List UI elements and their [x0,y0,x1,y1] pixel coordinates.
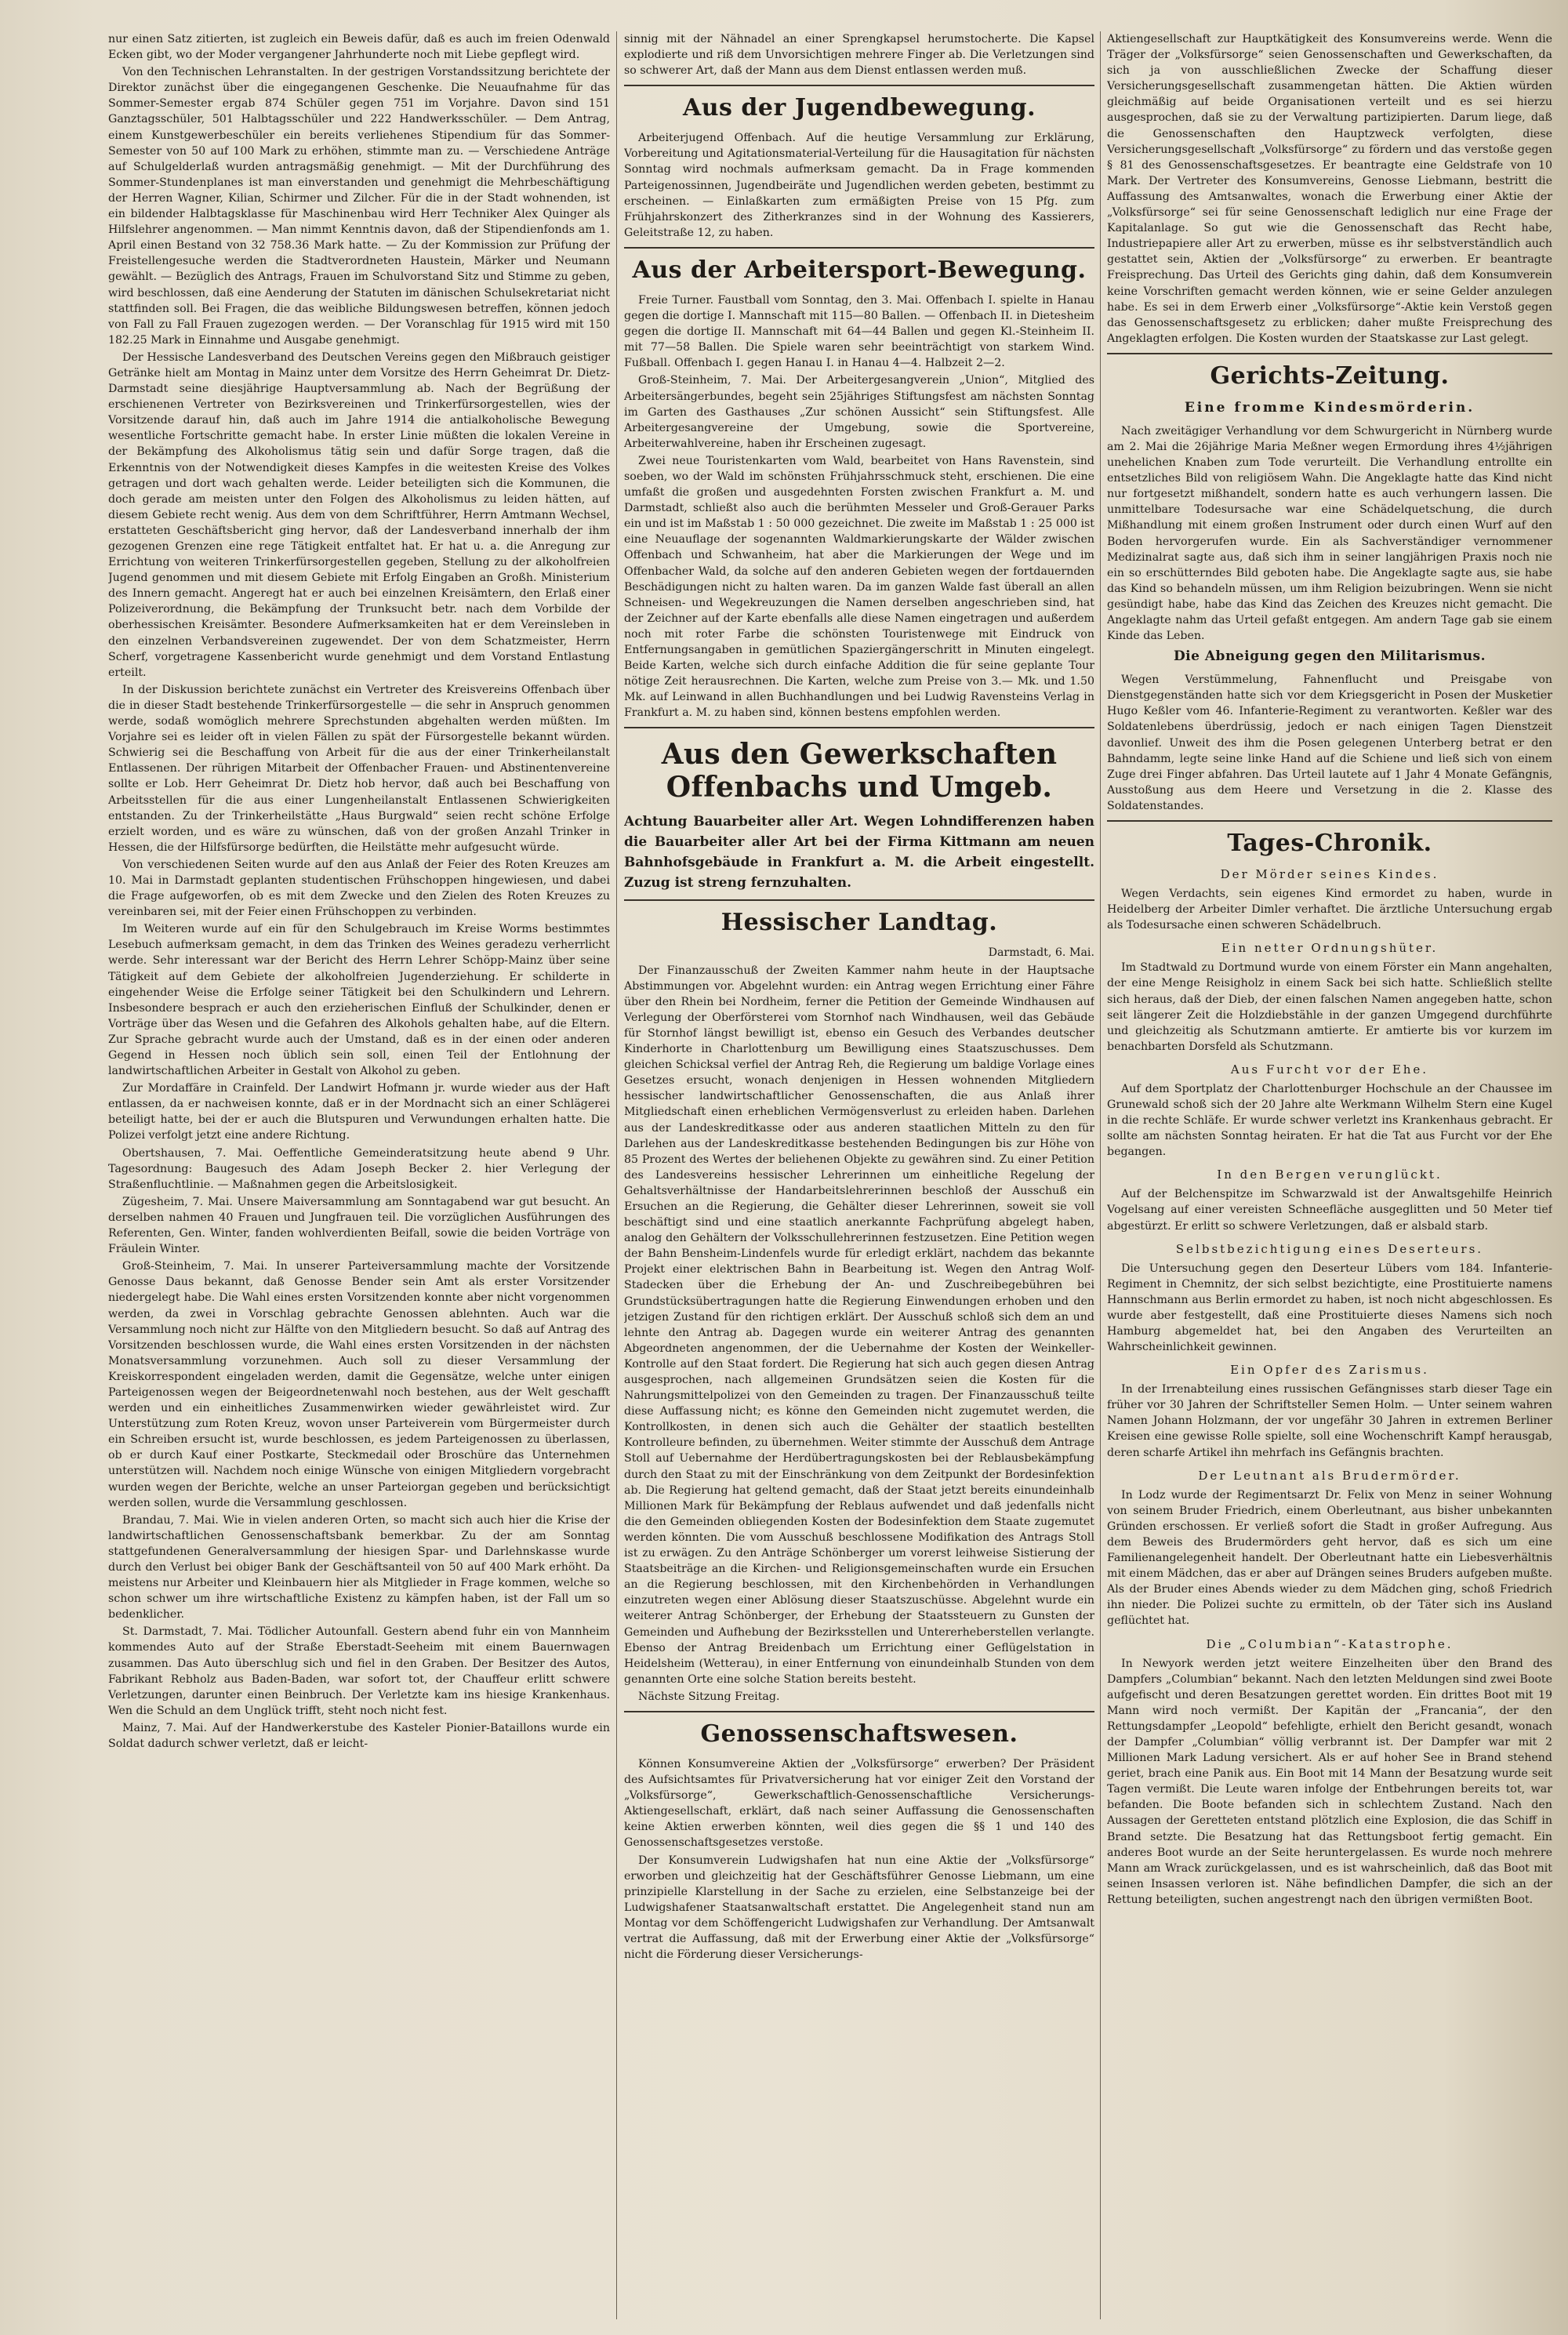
paragraph: Groß-Steinheim, 7. Mai. In unserer Parteiversammlung machte der Vorsitzende Genosse Daus bekannt, daß Genosse Bender sein Amt als erster Vorsitzender niedergelegt habe. Die Wahl eines ersten Vorsitzenden konnte aber nicht vorgenommen werden, da zwei in Vorschlag gebrachte Genossen ablehnten. Auch war die Versammlung noch nicht zur Hälfte von den Mitgliedern besucht. So daß auf Antrag des Vorsitzenden beschlossen wurde, die Wahl eines ersten Vorsitzenden in der nächsten Monatsversammlung vorzunehmen. Auch soll zu dieser Versammlung der Kreiskorrespondent eingeladen werden, damit die Gegensätze, welche unter einigen Parteigenossen wegen der Beigeordnetenwahl noch bestehen, aus der Welt geschafft werden und ein einheitliches Zusammenwirken wieder gewährleistet wird. Zur Unterstützung zum Roten Kreuz, wovon unser Parteiverein vom Bürgermeister durch ein Schreiben ersucht ist, wurde beschlossen, es jedem Parteigenossen zu überlassen, ob er durch Kauf einer Postkarte, Steckmedail oder Broschüre das Unternehmen unterstützen will. Nachdem noch einige Wünsche von einigen Mitgliedern vorgebracht wurden wegen der Berichte, welche an unser Parteiorgan gegeben und berücksichtigt werden sollen, wurde die Versammlung geschlossen. [108,1260,610,1509]
paragraph: Arbeiterjugend Offenbach. Auf die heutige Versammlung zur Erklärung, Vorbereitung und Agitationsmaterial-Verteilung für die Hausagitation für nächsten Sonntag wird nochmals aufmerksam gemacht. Da in Frage kommenden Parteigenossinnen, Jugendbeiräte und Jugendlichen werden gebeten, bestimmt zu erscheinen. — Einlaßkarten zum ermäßigten Preise von 15 Pfg. zum Frühjahrskonzert des Zitherkranzes sind in der Wohnung des Kassierers, Geleitstraße 12, zu haben. [624,132,1094,239]
paragraph: In der Diskussion berichtete zunächst ein Vertreter des Kreisvereins Offenbach über die in dieser Stadt bestehende Trinkerfürsorgestelle — die sehr in Anspruch genommen werde, sodaß womöglich mehrere Sprechstunden abgehalten werden müßten. Im Vorjahre sei es leider oft in vielen Fällen zu spät der Fürsorgestelle bekannt würden. Schwierig sei die Beschaffung von Arbeit für die aus der einer Trinkerheilanstalt Entlassenen. Der rührigen Mitarbeit der Offenbacher Frauen- und Abstinentenvereine sollte er Lob. Herr Geheimrat Dr. Dietz hob hervor, daß auch bei Beschaffung von Arbeitsstellen für die aus einer Lungenheilanstalt Entlassenen Schwierigkeiten entstanden. Zu der Trinkerheilstätte „Haus Burgwald“ seien recht schöne Erfolge erzielt worden, und es wäre zu wünschen, daß von der großen Anzahl Trinker in Hessen, die der Hilfsfürsorge bedürften, die Heilstätte mehr aufgesucht würde. [108,683,610,854]
paragraph: nur einen Satz zitierten, ist zugleich ein Beweis dafür, daß es auch im freien Odenwald Ecken gibt, wo der Moder vergangener Jahrhunderte noch mit Liebe gepflegt wird. [108,33,610,62]
section-rule [624,727,1094,728]
paragraph: Mainz, 7. Mai. Auf der Handwerkerstube des Kasteler Pionier-Bataillons wurde ein Soldat dadurch schwer verletzt, daß er leicht- [108,1721,610,1751]
section-heading-sport: Aus der Arbeitersport-Bewegung. [632,256,1087,284]
paragraph: In der Irrenabteilung eines russischen Gefängnisses starb dieser Tage ein früher vor 30 Jahren der Schriftsteller Semen Holm. — Unter seinem wahren Namen Johann Holzmann, der vor ungefähr 30 Jahren in extremen Berliner Kreisen eine gewisse Rolle spielte, soll eine Wochenschrift Kampf herausgab, deren scharfe Artikel ihn mehrfach ins Gefängnis brachten. [1107,1383,1552,1459]
paragraph: Nach zweitägiger Verhandlung vor dem Schwurgericht in Nürnberg wurde am 2. Mai die 26jährige Maria Meßner wegen Ermordung ihres 4½jährigen unehelichen Knaben zum Tode verurteilt. Die Verhandlung entrollte ein entsetzliches Bild von religiösem Wahn. Die Angeklagte hatte das Kind nicht nur fortgesetzt mißhandelt, sondern hatte es auch verhungern lassen. Die unmittelbare Todesursache war eine Schädelquetschung, die durch Mißhandlung mit einem großen Instrument oder durch einen Wurf auf den Boden hervorgerufen wurde. Ein als Sachverständiger vernommener Medizinalrat sagte aus, daß sich ihm in seiner langjährigen Praxis noch nie ein so erschütterndes Bild geboten habe. Die Angeklagte sagte aus, sie habe das Kind so behandeln müssen, um ihm Religion beizubringen. Wenn sie nicht gesündigt habe, habe das Kind das Zeichen des Kreuzes nicht gemacht. Die Angeklagte nahm das Urteil gefaßt entgegen. Am andern Tage gab sie einem Kinde das Leben. [1107,424,1552,643]
dateline: Darmstadt, 6. Mai. [988,946,1094,960]
paragraph: Von den Technischen Lehranstalten. In der gestrigen Vorstandssitzung berichtete der Direktor zunächst über die eingegangenen Geschenke. Die Neuaufnahme für das Sommer-Semester ergab 874 Schüler gegen 751 im Vorjahre. Davon sind 151 Ganztagsschüler, 501 Halbtagsschüler und 222 Handwerksschüler. — Dem Antrag, einem Kunstgewerbeschüler ein bereits verliehenes Stipendium für das Sommer-Semester von 50 auf 100 Mark zu erhöhen, stimmte man zu. — Verschiedene Anträge auf Schulgelderlaß wurden antragsmäßig genehmigt. — Mit der Durchführung des Sommer-Stundenplanes ist man einverstanden und genehmigt die Mehrbeschäftigung der Herren Wagner, Kilian, Schirmer und Zilcher. Für die in der Stadt wohnenden, ist ein bildender Halbtagsklasse für Maschinenbau wird Herr Techniker Alex Quinger als Hilfslehrer angenommen. — Man nimmt Kenntnis davon, daß der Stipendienfonds am 1. April einen Bestand von 32 758.36 Mark hatte. — Zu der Kommission zur Prüfung der Freistellengesuche werden die Stadtverordneten Haustein, Märker und Neumann gewählt. — Bezüglich des Antrags, Frauen im Schulvorstand Sitz und Stimme zu geben, wird beschlossen, daß eine Aenderung der Statuten im dänischen Schulsekretariat nicht stattfinden soll. Bei Fragen, die das weibliche Bildungswesen betreffen, können jedoch von Fall zu Fall Frauen zugezogen werden. — Der Voranschlag für 1915 wird mit 150 182.25 Mark in Einnahme und Ausgabe genehmigt. [108,66,610,347]
section-heading-court: Gerichts-Zeitung. [1210,361,1450,390]
column-2 [624,31,1094,2319]
subheading: Selbstbezichtigung eines Deserteurs. [1175,1241,1484,1256]
subheading: Aus Furcht vor der Ehe. [1230,1062,1429,1077]
paragraph: Wegen Verstümmelung, Fahnenflucht und Preisgabe von Dienstgegenständen hatte sich vor dem Kriegsgericht in Posen der Musketier Hugo Keßler vom 46. Infanterie-Regiment zu verantworten. Keßler war des Soldatenlebens überdrüssig, jedoch er nach einigen Tagen Dienstzeit davonlief. Unweit des ihm die Posen gelegenen Unterberg betrat er den Bahndamm, legte seine linke Hand auf die Schiene und ließ sich von einem Zuge drei Finger abfahren. Das Urteil lautete auf 1 Jahr 4 Monate Gefängnis, Ausstoßung aus dem Heere und Versetzung in die 2. Klasse des Soldatenstandes. [1107,674,1552,812]
section-heading-unions: Aus den Gewerkschaften Offenbachs und Umgeb. [661,738,1058,804]
subheading: Der Mörder seines Kindes. [1220,867,1439,882]
paragraph: Von verschiedenen Seiten wurde auf den aus Anlaß der Feier des Roten Kreuzes am 10. Mai in Darmstadt geplanten studentischen Frühschoppen hingewiesen, und dabei die Frage aufgeworfen, ob es mit dem Zwecke und den Zielen des Roten Kreuzes zu vereinbaren sei, mit der Feier einen Frühschoppen zu verbinden. [108,858,610,919]
paragraph: Obertshausen, 7. Mai. Oeffentliche Gemeinderatsitzung heute abend 9 Uhr. Tagesordnung: Baugesuch des Adam Joseph Becker 2. hier Verlegung der Straßenfluchtlinie. — Maßnahmen gegen die Arbeitslosigkeit. [108,1146,610,1191]
section-heading-chronik: Tages-Chronik. [1227,830,1432,858]
section-heading-coop: Genossenschaftswesen. [700,1719,1018,1748]
paragraph: In Lodz wurde der Regimentsarzt Dr. Felix von Menz in seiner Wohnung von seinem Bruder Friedrich, einem Oberleutnant, aus bisher unbekannten Gründen erschossen. Er verließ sofort die Stadt in großer Aufregung. Aus dem Beweis des Brudermörders geht hervor, daß es sich um eine Familienangelegenheit handelt. Der Oberleutnant hatte ein Liebesverhältnis mit einem Mädchen, das er aber auf Drängen seines Bruders aufgeben mußte. Als der Bruder eines Abends wieder zu dem Mädchen ging, schoß Friedrich ihn nieder. Die Polizei suchte zu ermitteln, ob der Täter sich ins Ausland geflüchtet hat. [1107,1488,1552,1628]
section-heading-youth: Aus der Jugendbewegung. [682,94,1036,122]
subheading: Der Leutnant als Brudermörder. [1198,1468,1461,1483]
section-heading-landtag: Hessischer Landtag. [720,909,998,937]
column-divider [616,31,617,2319]
paragraph: St. Darmstadt, 7. Mai. Tödlicher Autounfall. Gestern abend fuhr ein von Mannheim kommendes Auto auf der Straße Eberstadt-Seeheim mit einem Bauernwagen zusammen. Das Auto überschlug sich und fiel in den Graben. Der Besitzer des Autos, Fabrikant Rebholz aus Baden-Baden, war sofort tot, der Chauffeur erlitt schwere Verletzungen, darunter einen Beinbruch. Der Verletzte kam ins hiesige Krankenhaus. Wen die Schuld an dem Unglück trifft, steht noch nicht fest. [108,1625,610,1717]
paragraph: Zwei neue Touristenkarten vom Wald, bearbeitet von Hans Ravenstein, sind soeben, wo der Wald im schönsten Frühjahrsschmuck steht, erschienen. Die eine umfaßt die großen und ausgedehnten Forsten zwischen Frankfurt a. M. und Darmstadt, schließt also auch die berühmten Messeler und Groß-Gerauer Parks ein und ist im Maßstab 1 : 50 000 gezeichnet. Die zweite im Maßstab 1 : 25 000 ist eine Neuauflage der sogenannten Waldmarkierungskarte der Wälder zwischen Offenbach und Schwanheim, hat aber die Markierungen der Wege und im Offenbacher Wald, da solche auf den anderen Gebieten wegen der fortdauernden Beschädigungen nicht zu halten waren. Da im ganzen Walde fast überall an allen Schneisen- und Wegekreuzungen die Namen derselben angeschrieben sind, hat der Zeichner auf der Karte ebenfalls alle diese Namen eingetragen und außerdem noch mit roter Farbe die schönsten Touristenwege mit Eindruck von Entfernungsangaben in gemütlichen Spaziergängerschritt in Minuten eingelegt. Beide Karten, welche sich durch einfache Addition die für seine geplante Tour nötige Zeit herausrechnen. Die Karten, welche zum Preise von 3.— Mk. und 1.50 Mk. auf Leinwand in allen Buchhandlungen und bei Ludwig Ravensteins Verlag in Frankfurt a. M. zu haben sind, können bestens empfohlen werden. [624,454,1094,720]
paragraph: Können Konsumvereine Aktien der „Volksfürsorge“ erwerben? Der Präsident des Aufsichtsamtes für Privatversicherung hat vor einiger Zeit den Vorstand der „Volksfürsorge“, Gewerkschaftlich-Genossenschaftliche Versicherungs-Aktiengesellschaft, erklärt, daß nach seiner Auffassung die Genossenschaften keine Aktien erwerben könnten, weil dies gegen die §§ 1 und 140 des Genossenschaftsgesetzes verstoße. [624,1757,1094,1850]
paragraph: Brandau, 7. Mai. Wie in vielen anderen Orten, so macht sich auch hier die Krise der landwirtschaftlichen Genossenschaftsbank bemerkbar. Zu der am Sonntag stattgefundenen Generalversammlung der hiesigen Spar- und Darlehnskasse wurde durch den Verlust bei obiger Bank der Geschäftsanteil von 50 auf 400 Mark erhöht. Da meistens nur Arbeiter und Kleinbauern hier als Mitglieder in Frage kommen, welche so schon schwer um ihre wirtschaftliche Existenz zu kämpfen haben, ist der Fall um so bedenklicher. [108,1513,610,1621]
paragraph: Der Hessische Landesverband des Deutschen Vereins gegen den Mißbrauch geistiger Getränke hielt am Montag in Mainz unter dem Vorsitze des Herrn Geheimrat Dr. Dietz-Darmstadt seine diesjährige Hauptversammlung ab. Nach der Begrüßung der erschienenen Vertreter von Bezirksvereinen und Trinkerfürsorgestellen, wies der Vorsitzende darauf hin, daß auch im Jahre 1914 die antialkoholische Bewegung wesentliche Fortschritte gemacht habe. In erster Linie müßten die lokalen Vereine in der Bekämpfung des Alkoholismus tätig sein und dafür Sorge tragen, daß die Erkenntnis von der Notwendigkeit dieses Kampfes in die weitesten Kreise des Volkes getragen und dort wach gehalten werde. Leider beteiligten sich die Kommunen, die doch gerade am meisten unter den Folgen des Alkoholismus zu leiden hätten, auf diesem Gebiete recht wenig. Aus dem von dem Schriftführer, Herrn Amtmann Wechsel, erstatteten Geschäftsbericht ging hervor, daß der Landesverband innerhalb der ihm gezogenen Grenzen eine rege Tätigkeit entfaltet hat. Er hat u. a. die Anregung zur Errichtung von weiteren Trinkerfürsorgestellen gegeben, Stellung zu der alkoholfreien Jugend genommen und mit diesem Gebiete mit Erfolg Eingaben an Großh. Ministerium des Innern gemacht. Angeregt hat er auch bei einzelnen Kreisämtern, den Erlaß einer Polizeiverordnung, die Bekämpfung der Trunksucht betr. nach dem Vorbilde der oberhessischen Kreisämter. Besondere Aufmerksamkeiten hat er dem Vereinsleben in den einzelnen Verbandsvereinen zugewendet. Der von dem Schatzmeister, Herrn Scherf, vorgetragene Kassenbericht wurde genehmigt und dem Vorstand Entlastung erteilt. [108,350,610,679]
paragraph: Groß-Steinheim, 7. Mai. Der Arbeitergesangverein „Union“, Mitglied des Arbeitersängerbundes, begeht sein 25jähriges Stiftungsfest am nächsten Sonntag im Garten des Gasthauses „Zur schönen Aussicht“ sein Stiftungsfest. Alle Arbeitergesangvereine der Umgebung, sowie die Sportvereine, Arbeiterwahlvereine, haben ihr Erscheinen zugesagt. [624,374,1094,450]
paragraph: sinnig mit der Nähnadel an einer Sprengkapsel herumstocherte. Die Kapsel explodierte und riß dem Unvorsichtigen mehrere Finger ab. Die Verletzungen sind so schwerer Art, daß der Mann aus dem Dienst entlassen werden muß. [624,33,1094,78]
paragraph: Im Weiteren wurde auf ein für den Schulgebrauch im Kreise Worms bestimmtes Lesebuch aufmerksam gemacht, in dem das Trinken des Weines geradezu verherrlicht werde. Sehr interessant war der Bericht des Herrn Lehrer Schöpp-Mainz über seine Tätigkeit auf dem Gebiete der alkoholfreien Jugenderziehung. Er schilderte in eingehender Weise die Erfolge seiner Tätigkeit bei den Schulkindern und Lehrern. Insbesondere besprach er auch den erzieherischen Einfluß der Schulkinder, denen er Vorträge über das Wesen und die Gefahren des Alkohols gehalten habe, auf die Eltern. Zur Sprache gebracht wurde auch der Umstand, daß es in der einen oder anderen Gegend in Hessen noch üblich sein soll, einen Teil der Entlohnung der landwirtschaftlichen Arbeiter in Gestalt von Alkohol zu geben. [108,923,610,1078]
subheading: Die „Columbian“-Katastrophe. [1206,1636,1454,1651]
paragraph: Zur Mordaffäre in Crainfeld. Der Landwirt Hofmann jr. wurde wieder aus der Haft entlassen, da er nachweisen konnte, daß er in der Mordnacht sich an einer Schlägerei beteiligt hatte, bei der er auch die Blutspuren und Verwundungen erhalten hatte. Die Polizei verfolgt jetzt eine andere Richtung. [108,1082,610,1142]
paragraph: Nächste Sitzung Freitag. [638,1690,780,1703]
paragraph: Im Stadtwald zu Dortmund wurde von einem Förster ein Mann angehalten, der eine Menge Reisigholz in einem Sack bei sich hatte. Schließlich stellte sich heraus, daß der Dieb, der einen falschen Namen angegeben hatte, schon seit längerer Zeit die Holzdiebstähle in der ganzen Umgegend durchführte und gleichzeitig als Schutzmann amtierte. Er amtierte bis vor kurzem im benachbarten Dorsfeld als Schutzmann. [1107,961,1552,1053]
subheading: In den Bergen verunglückt. [1217,1168,1443,1182]
subheading: Die Abneigung gegen den Militarismus. [1173,648,1486,665]
paragraph: Freie Turner. Faustball vom Sonntag, den 3. Mai. Offenbach I. spielte in Hanau gegen die dortige I. Mannschaft mit 115—80 Ballen. — Offenbach II. in Dietesheim gegen die dortige II. Mannschaft mit 64—44 Ballen und gegen Kl.-Steinheim II. mit 77—58 Ballen. Die Spiele waren sehr beeinträchtigt von starkem Wind. Fußball. Offenbach I. gegen Hanau I. in Hanau 4—4. Halbzeit 2—2. [624,293,1094,370]
paragraph: Zügesheim, 7. Mai. Unsere Maiversammlung am Sonntagabend war gut besucht. An derselben nahmen 40 Frauen und Jungfrauen teil. Die vorzüglichen Ausführungen des Referenten, Gen. Winter, fanden wohlverdienten Beifall, sowie die beiden Vorträge von Fräulein Winter. [108,1195,610,1256]
paragraph: Der Finanzausschuß der Zweiten Kammer nahm heute in der Hauptsache Abstimmungen vor. Abgelehnt wurden: ein Antrag wegen Errichtung einer Fähre über den Rhein bei Nordheim, ferner die Petition der Gemeinde Windhausen auf Verlegung der Oberförsterei vom Stornhof nach Windhausen, weil das Gebäude für Stornhof längst bewilligt ist, ebenso ein Gesuch des Verbandes deutscher Kinderhorte in Charlottenburg um Bewilligung eines Staatszuschusses. Dem gleichen Schicksal verfiel der Antrag Reh, die Regierung um baldige Vorlage eines Gesetzes ersucht, wonach denjenigen in Hessen wohnenden Mitgliedern hessischer landwirtschaftlicher Genossenschaften, die aus Anlaß ihrer Mitgliedschaft einen erheblichen Vermögensverlust zu erleiden haben. Darlehen aus der Landeskreditkasse oder aus anderen staatlichen Mitteln zu den für Darlehen aus der Landeskreditkasse bestehenden Bedingungen bis zur Höhe von 85 Prozent des Wertes der beliehenen Objekte zu gewähren sind. Zu einer Petition des Landesvereins hessischer Lehrerinnen um einheitliche Regelung der Gehaltsverhältnisse der Handarbeitslehrerinnen beschloß der Ausschuß ein Ersuchen an die Regierung, die Gehälter dieser Lehrerinnen, soweit sie voll beschäftigt sind und eine staatlich anerkannte Fachprüfung abgelegt haben, analog den Gehältern der Volksschullehrerinnen festzusetzen. Eine Petition wegen der Bahn Bensheim-Lindenfels wurde für erledigt erklärt, nachdem das bekannte Projekt einer elektrischen Bahn in Bearbeitung ist. Wegen den Antrag Wolf-Stadecken über die Erhebung der An- und Zuschreibegebühren bei Grundstücksübertragungen hatte die Regierung Einwendungen erhoben und den jetzigen Zustand für den richtigen erklärt. Der Ausschuß schloß sich dem an und lehnte den Antrag ab. Dagegen wurde ein weiterer Antrag des genannten Abgeordneten angenommen, der die Uebernahme der Kosten der Weinkeller-Kontrolle auf den Staat fordert. Die Regierung hat sich auch gegen diesen Antrag ausgesprochen, nach allgemeinen Grundsätzen seien die Kosten für die Nahrungsmittelpolizei von den Gemeinden zu tragen. Der Finanzausschuß teilte diese Auffassung nicht; es könne den Gemeinden nicht zugemutet werden, die Kontrollkosten, in denen sich auch die Gehälter der staatlich bestellten Kontrolleure befinden, zu übernehmen. Weiter stimmte der Ausschuß dem Antrage Stoll auf Uebernahme der Herdübertragungskosten bei der Reblausbekämpfung durch den Staat zu mit der Einschränkung von dem Zeitpunkt der Bordesinfektion ab. Die Regierung hat geltend gemacht, daß der Staat jetzt bereits einundeinhalb Millionen Mark für Bekämpfung der Reblaus aufwendet und daß jedenfalls nicht die den Gemeinden obliegenden Kosten der Bodesinfektion dem Staate zugemutet werden könnten. Die vom Ausschuß beschlossene Modifikation des Antrags Stoll ist zu erwägen. Zu den Anträge Schönberger um vorerst leihweise Sistierung der Staatsbeiträge an die Kirchen- und Religionsgemeinschaften wurde ein Ersuchen an die Regierung beschlossen, mit den Kirchenbehörden in Verhandlungen einzutreten wegen einer Ablösung dieser Staatszuschüsse. Abgelehnt wurde ein weiterer Antrag Schönberger, der Erhebung der Staatssteuern zu Gunsten der Gemeinden und Aufhebung der Bezirksstellen und Untererheberstellen verlangte. Ebenso der Antrag Breidenbach um Errichtung einer Geflügelstation in Heidelsheim (Wetterau), in einer Entfernung von einundeinhalb Stunden von dem genannten Orte eine solche Station bereits besteht. [624,964,1094,1686]
section-rule [1107,353,1552,354]
subheading: Ein netter Ordnungshüter. [1221,941,1439,956]
section-rule [624,247,1094,249]
paragraph: Wegen Verdachts, sein eigenes Kind ermordet zu haben, wurde in Heidelberg der Arbeiter Dimler verhaftet. Die ärztliche Untersuchung ergab als Todesursache einen schweren Schädelbruch. [1107,888,1552,932]
paragraph: Aktiengesellschaft zur Hauptkätigkeit des Konsumvereins werde. Wenn die Träger der „Volksfürsorge“ seien Genossenschaften und Gewerkschaften, da sich ja von ausschließlichen Zwecke der Schaffung dieser Versicherungsgesellschaft zusammengetan hätten. Die Aktien würden gleichmäßig auf beide Organisationen verteilt und es sei hierzu ausgesprochen, daß sie zu der Verwaltung partizipierten. Darum liege, daß die Genossenschaften den Hauptzweck verfolgten, diese Versicherungsgesellschaft „Volksfürsorge“ zu fördern und das verstoße gegen § 81 des Genossenschaftsgesetzes. Er beantragte eine Geldstrafe von 10 Mark. Der Vertreter des Konsumvereins, Genosse Liebmann, bestritt die Auffassung des Amtsanwaltes, wonach die Erwerbung einer Aktie der „Volksfürsorge“ sei für seine Genossenschaft lediglich nur eine Frage der Kapitalanlage. So gut wie die Genossenschaft das Recht habe, Industriepapiere aller Art zu erwerben, müsse es ihr selbstverständlich auch gestattet sein, Aktien der „Volksfürsorge“ zu erwerben. Er beantragte Freisprechung. Das Urteil des Gerichts ging dahin, daß dem Konsumverein keine Vorschriften gemacht werden können, wie er seine Gelder anzulegen habe. Es sei in dem Erwerb einer „Volksfürsorge“-Aktie kein Verstoß gegen das Genossenschaftsgesetz zu erblicken; daher mußte Freisprechung des Angeklagten erfolgen. Die Kosten wurden der Staatskasse zur Last gelegt. [1107,33,1552,345]
section-rule [624,1711,1094,1712]
subheading: Ein Opfer des Zarismus. [1230,1363,1429,1378]
subheading: Eine fromme Kindesmörderin. [1184,399,1475,416]
section-rule [624,85,1094,86]
section-rule [624,899,1094,901]
paragraph: In Newyork werden jetzt weitere Einzelheiten über den Brand des Dampfers „Columbian“ bekannt. Nach den letzten Meldungen sind zwei Boote aufgefischt und deren Besatzungen gerettet worden. Ein drittes Boot mit 19 Mann wird noch vermißt. Der Kapitän der „Francania“, der den Rettungsdampfer „Leopold“ befehligte, erhielt den Bericht gesandt, wonach der Dampfer „Columbian“ völlig verbrannt ist. Der Dampfer war mit 2 Millionen Mark Ladung versichert. Als er auf hoher See in Brand stehend geriet, brach eine Panik aus. Ein Boot mit 14 Mann der Besatzung wurde seit Tagen vermißt. Die Leute waren infolge der Entbehrungen bereits tot, war befanden. Die Boote befanden sich in schlechtem Zustand. Nach den Aussagen der Geretteten entstand plötzlich eine Explosion, die das Schiff in Brand setzte. Die Besatzung hat das Rettungsboot fertig gemacht. Ein anderes Boot wurde an der Seite heruntergelassen. Es wurde noch mehrere Mann am Wrack zurückgelassen, und es ist wahrscheinlich, daß das Boot mit seinen Insassen verloren ist. Nähe befindlichen Dampfer, die sich an der Rettung beteiligten, suchen angestrengt nach den übrigen vermißten Boot. [1107,1657,1552,1906]
column-3 [1107,31,1552,2319]
section-rule [1107,820,1552,822]
strike-notice: Achtung Bauarbeiter aller Art. Wegen Lohndifferenzen haben die Bauarbeiter aller Art bei der Firma Kittmann am neuen Bahnhofsgebäude in Frankfurt a. M. die Arbeit eingestellt. Zuzug ist streng fernzuhalten. [624,814,1094,892]
paragraph: Der Konsumverein Ludwigshafen hat nun eine Aktie der „Volksfürsorge“ erworben und gleichzeitig hat der Geschäftsführer Genosse Liebmann, um eine prinzipielle Klarstellung in der Sache zu erzielen, eine Selbstanzeige bei der Ludwigshafener Staatsanwaltschaft erstattet. Die Angelegenheit stand nun am Montag vor dem Schöffengericht Ludwigshafen zur Verhandlung. Der Amtsanwalt vertrat die Auffassung, daß mit der Erwerbung einer Aktie der „Volksfürsorge“ nicht die Förderung dieser Versicherungs- [624,1854,1094,1962]
column-divider [1100,31,1101,2319]
paragraph: Auf dem Sportplatz der Charlottenburger Hochschule an der Chaussee im Grunewald schoß sich der 20 Jahre alte Werkmann Wilhelm Stern eine Kugel in die rechte Schläfe. Er wurde schwer verletzt ins Krankenhaus gebracht. Er sollte am nächsten Sonntag heiraten. Er hat die Tat aus Furcht vor der Ehe begangen. [1107,1082,1552,1159]
paragraph: Auf der Belchenspitze im Schwarzwald ist der Anwaltsgehilfe Heinrich Vogelsang auf einer vereisten Schneefläche ausgeglitten und 50 Meter tief abgestürzt. Er erlitt so schwere Verletzungen, daß er alsbald starb. [1107,1188,1552,1233]
column-1 [108,31,610,2319]
paragraph: Die Untersuchung gegen den Deserteur Lübers vom 184. Infanterie-Regiment in Chemnitz, der sich selbst bezichtigte, eine Prostituierte namens Hannschmann aus Berlin ermordet zu haben, ist noch nicht abgeschlossen. Es wurde aber festgestellt, daß eine Prostituierte dieses Namens sich noch Hamburg abgemeldet hat, bei den Angaben des Verurteilten an Wahrscheinlichkeit gewinnen. [1107,1262,1552,1354]
